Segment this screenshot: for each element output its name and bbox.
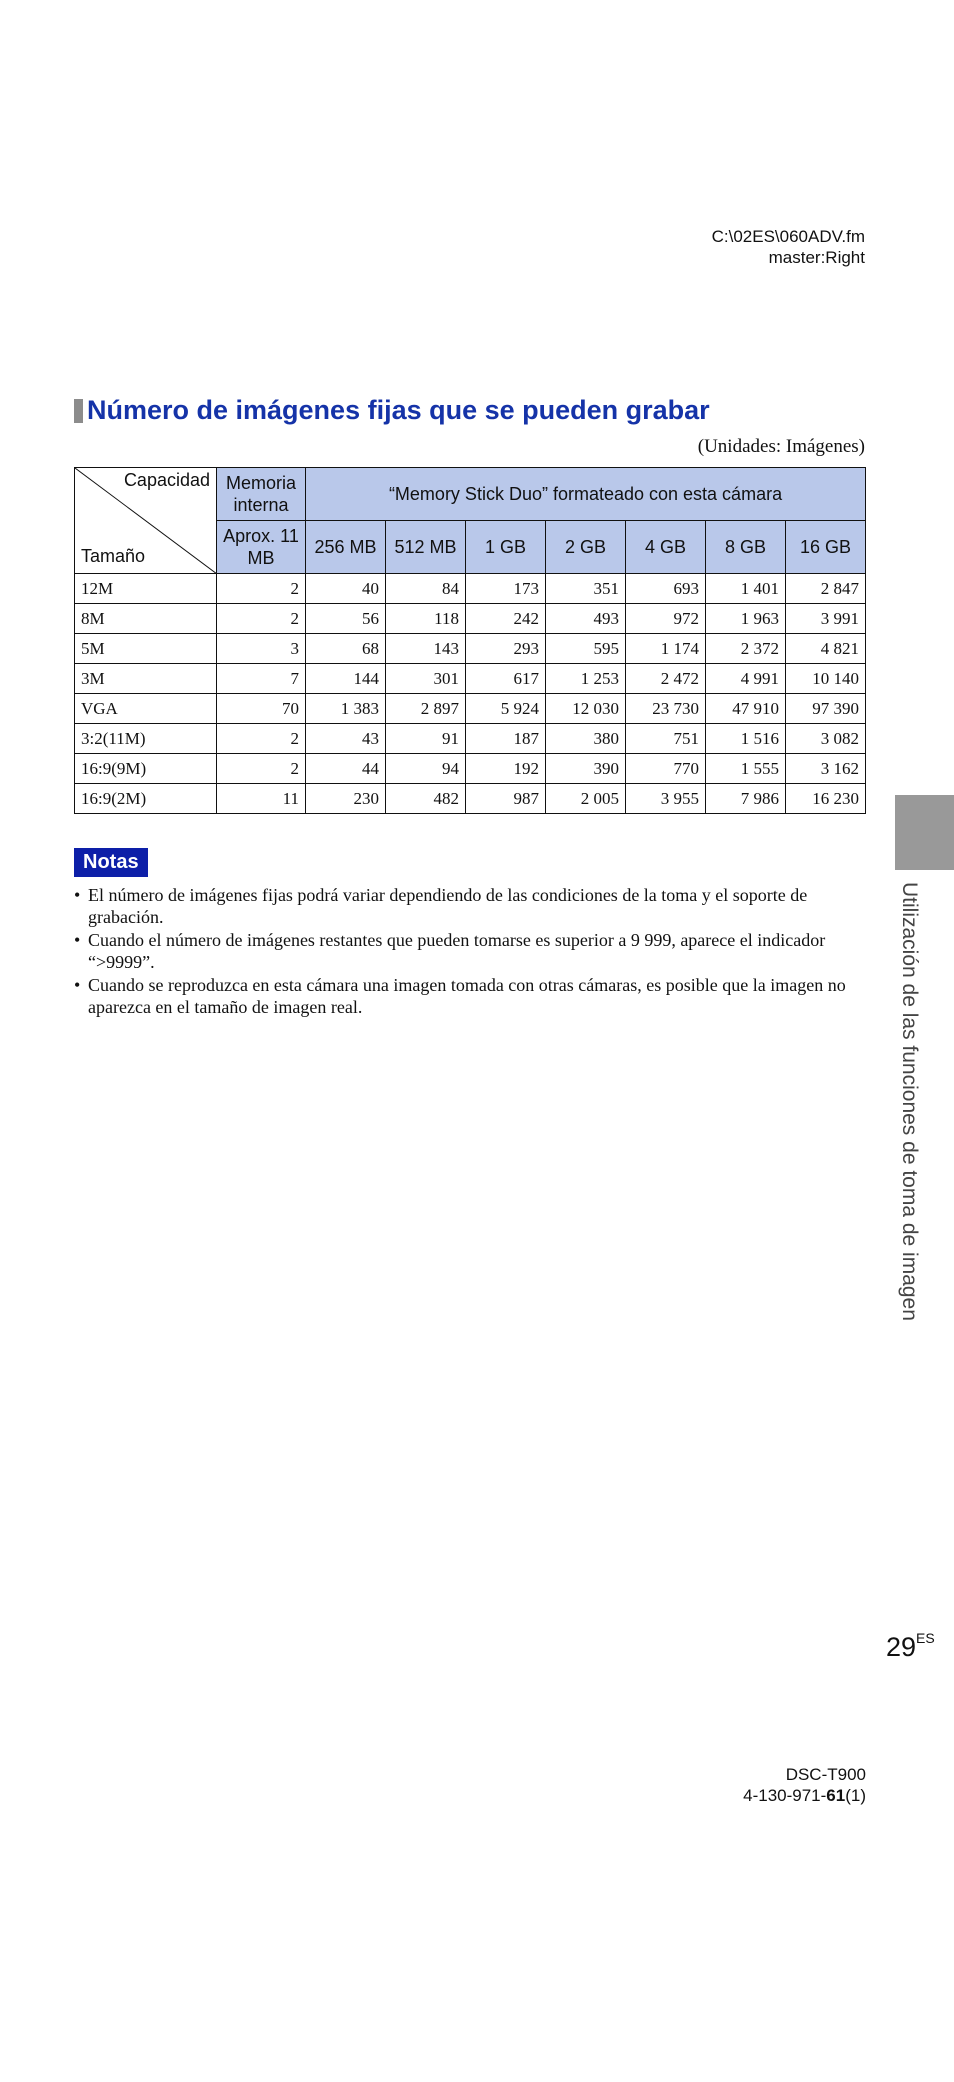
value-cell: 4 991 (706, 664, 786, 694)
table-row (75, 754, 866, 784)
value-cell: 43 (306, 724, 386, 754)
side-tab-label: Utilización de las funciones de toma de imagen (898, 882, 921, 1321)
value-cell: 3 162 (786, 754, 866, 784)
value-cell: 187 (466, 724, 546, 754)
size-cell: VGA (75, 694, 217, 724)
size-cell: 16:9(2M) (75, 784, 217, 814)
value-cell: 173 (466, 574, 546, 604)
value-cell: 1 516 (706, 724, 786, 754)
value-cell: 2 847 (786, 574, 866, 604)
value-cell: 40 (306, 574, 386, 604)
page-number-value: 29 (886, 1632, 917, 1662)
section-title (74, 395, 710, 426)
size-cell: 3M (75, 664, 217, 694)
size-cell: 5M (75, 634, 217, 664)
file-header (712, 226, 865, 268)
note-item: • Cuando se reproduzca en esta cámara una imagen tomada con otras cámaras, es posible que la imagen no aparezca en el tamaño de imagen real. (74, 974, 864, 1018)
size-cell: 16:9(9M) (75, 754, 217, 784)
value-cell: 1 401 (706, 574, 786, 604)
value-cell: 390 (546, 754, 626, 784)
value-cell: 4 821 (786, 634, 866, 664)
value-cell: 1 963 (706, 604, 786, 634)
value-cell: 144 (306, 664, 386, 694)
value-cell: 770 (626, 754, 706, 784)
column-header: 1 GB (466, 521, 546, 574)
page-number-suffix: ES (916, 1630, 935, 1646)
value-cell: 493 (546, 604, 626, 634)
model-name: DSC-T900 (785, 1765, 866, 1784)
notes-badge: Notas (74, 848, 148, 877)
value-cell: 2 005 (546, 784, 626, 814)
value-cell: 2 897 (386, 694, 466, 724)
value-cell: 97 390 (786, 694, 866, 724)
table-row (75, 784, 866, 814)
value-cell: 12 030 (546, 694, 626, 724)
value-cell: 68 (306, 634, 386, 664)
column-header: 512 MB (386, 521, 466, 574)
value-cell: 301 (386, 664, 466, 694)
value-cell: 3 (217, 634, 306, 664)
value-cell: 2 (217, 604, 306, 634)
table-row (75, 574, 866, 604)
value-cell: 693 (626, 574, 706, 604)
value-cell: 91 (386, 724, 466, 754)
column-header: 16 GB (786, 521, 866, 574)
value-cell: 2 (217, 724, 306, 754)
value-cell: 11 (217, 784, 306, 814)
doc-code (743, 1785, 866, 1806)
table-row (75, 724, 866, 754)
value-cell: 2 372 (706, 634, 786, 664)
table-row (75, 634, 866, 664)
internal-memory-sub: Aprox. 11 MB (217, 521, 306, 574)
value-cell: 7 986 (706, 784, 786, 814)
table-row (75, 604, 866, 634)
value-cell: 192 (466, 754, 546, 784)
file-path: C:\02ES\060ADV.fm (711, 227, 865, 246)
corner-cell (75, 468, 217, 574)
note-item: • El número de imágenes fijas podrá variar dependiendo de las condiciones de la toma y el soporte de grabación. (74, 884, 864, 928)
capacity-table (74, 467, 866, 814)
capacity-label: Capacidad (123, 470, 210, 490)
value-cell: 16 230 (786, 784, 866, 814)
size-cell: 12M (75, 574, 217, 604)
table-row (75, 694, 866, 724)
value-cell: 617 (466, 664, 546, 694)
size-cell: 8M (75, 604, 217, 634)
value-cell: 10 140 (786, 664, 866, 694)
value-cell: 143 (386, 634, 466, 664)
value-cell: 3 991 (786, 604, 866, 634)
table-row (75, 664, 866, 694)
value-cell: 1 253 (546, 664, 626, 694)
units-label: (Unidades: Imágenes) (697, 436, 865, 457)
title-marker (74, 399, 83, 423)
value-cell: 2 (217, 574, 306, 604)
side-tab-marker (895, 795, 954, 870)
size-label: Tamaño (81, 546, 146, 566)
column-header: 4 GB (626, 521, 706, 574)
value-cell: 56 (306, 604, 386, 634)
title-text: Número de imágenes fijas que se pueden grabar (87, 395, 710, 425)
value-cell: 5 924 (466, 694, 546, 724)
footer (743, 1764, 866, 1806)
value-cell: 242 (466, 604, 546, 634)
value-cell: 47 910 (706, 694, 786, 724)
value-cell: 2 (217, 754, 306, 784)
value-cell: 751 (626, 724, 706, 754)
internal-memory-head: Memoria interna (217, 468, 306, 521)
value-cell: 380 (546, 724, 626, 754)
value-cell: 94 (386, 754, 466, 784)
value-cell: 70 (217, 694, 306, 724)
value-cell: 987 (466, 784, 546, 814)
value-cell: 230 (306, 784, 386, 814)
value-cell: 1 555 (706, 754, 786, 784)
memory-stick-head: “Memory Stick Duo” formateado con esta cámara (306, 468, 866, 521)
note-item: • Cuando el número de imágenes restantes que pueden tomarse es superior a 9 999, aparece el indicador “>9999”. (74, 929, 864, 973)
value-cell: 595 (546, 634, 626, 664)
value-cell: 23 730 (626, 694, 706, 724)
column-header: 8 GB (706, 521, 786, 574)
value-cell: 7 (217, 664, 306, 694)
column-header: 2 GB (546, 521, 626, 574)
doc-code-prefix: 4-130-971- (743, 1786, 827, 1805)
doc-code-bold: 61 (826, 1786, 846, 1805)
value-cell: 1 383 (306, 694, 386, 724)
page-number (886, 1632, 935, 1663)
master-label: master:Right (768, 248, 865, 267)
value-cell: 351 (546, 574, 626, 604)
value-cell: 972 (626, 604, 706, 634)
value-cell: 3 955 (626, 784, 706, 814)
value-cell: 2 472 (626, 664, 706, 694)
size-cell: 3:2(11M) (75, 724, 217, 754)
column-header: 256 MB (306, 521, 386, 574)
value-cell: 293 (466, 634, 546, 664)
value-cell: 118 (386, 604, 466, 634)
value-cell: 3 082 (786, 724, 866, 754)
value-cell: 84 (386, 574, 466, 604)
value-cell: 482 (386, 784, 466, 814)
notes-list (74, 884, 864, 1019)
doc-code-suffix: (1) (845, 1786, 866, 1805)
value-cell: 1 174 (626, 634, 706, 664)
value-cell: 44 (306, 754, 386, 784)
